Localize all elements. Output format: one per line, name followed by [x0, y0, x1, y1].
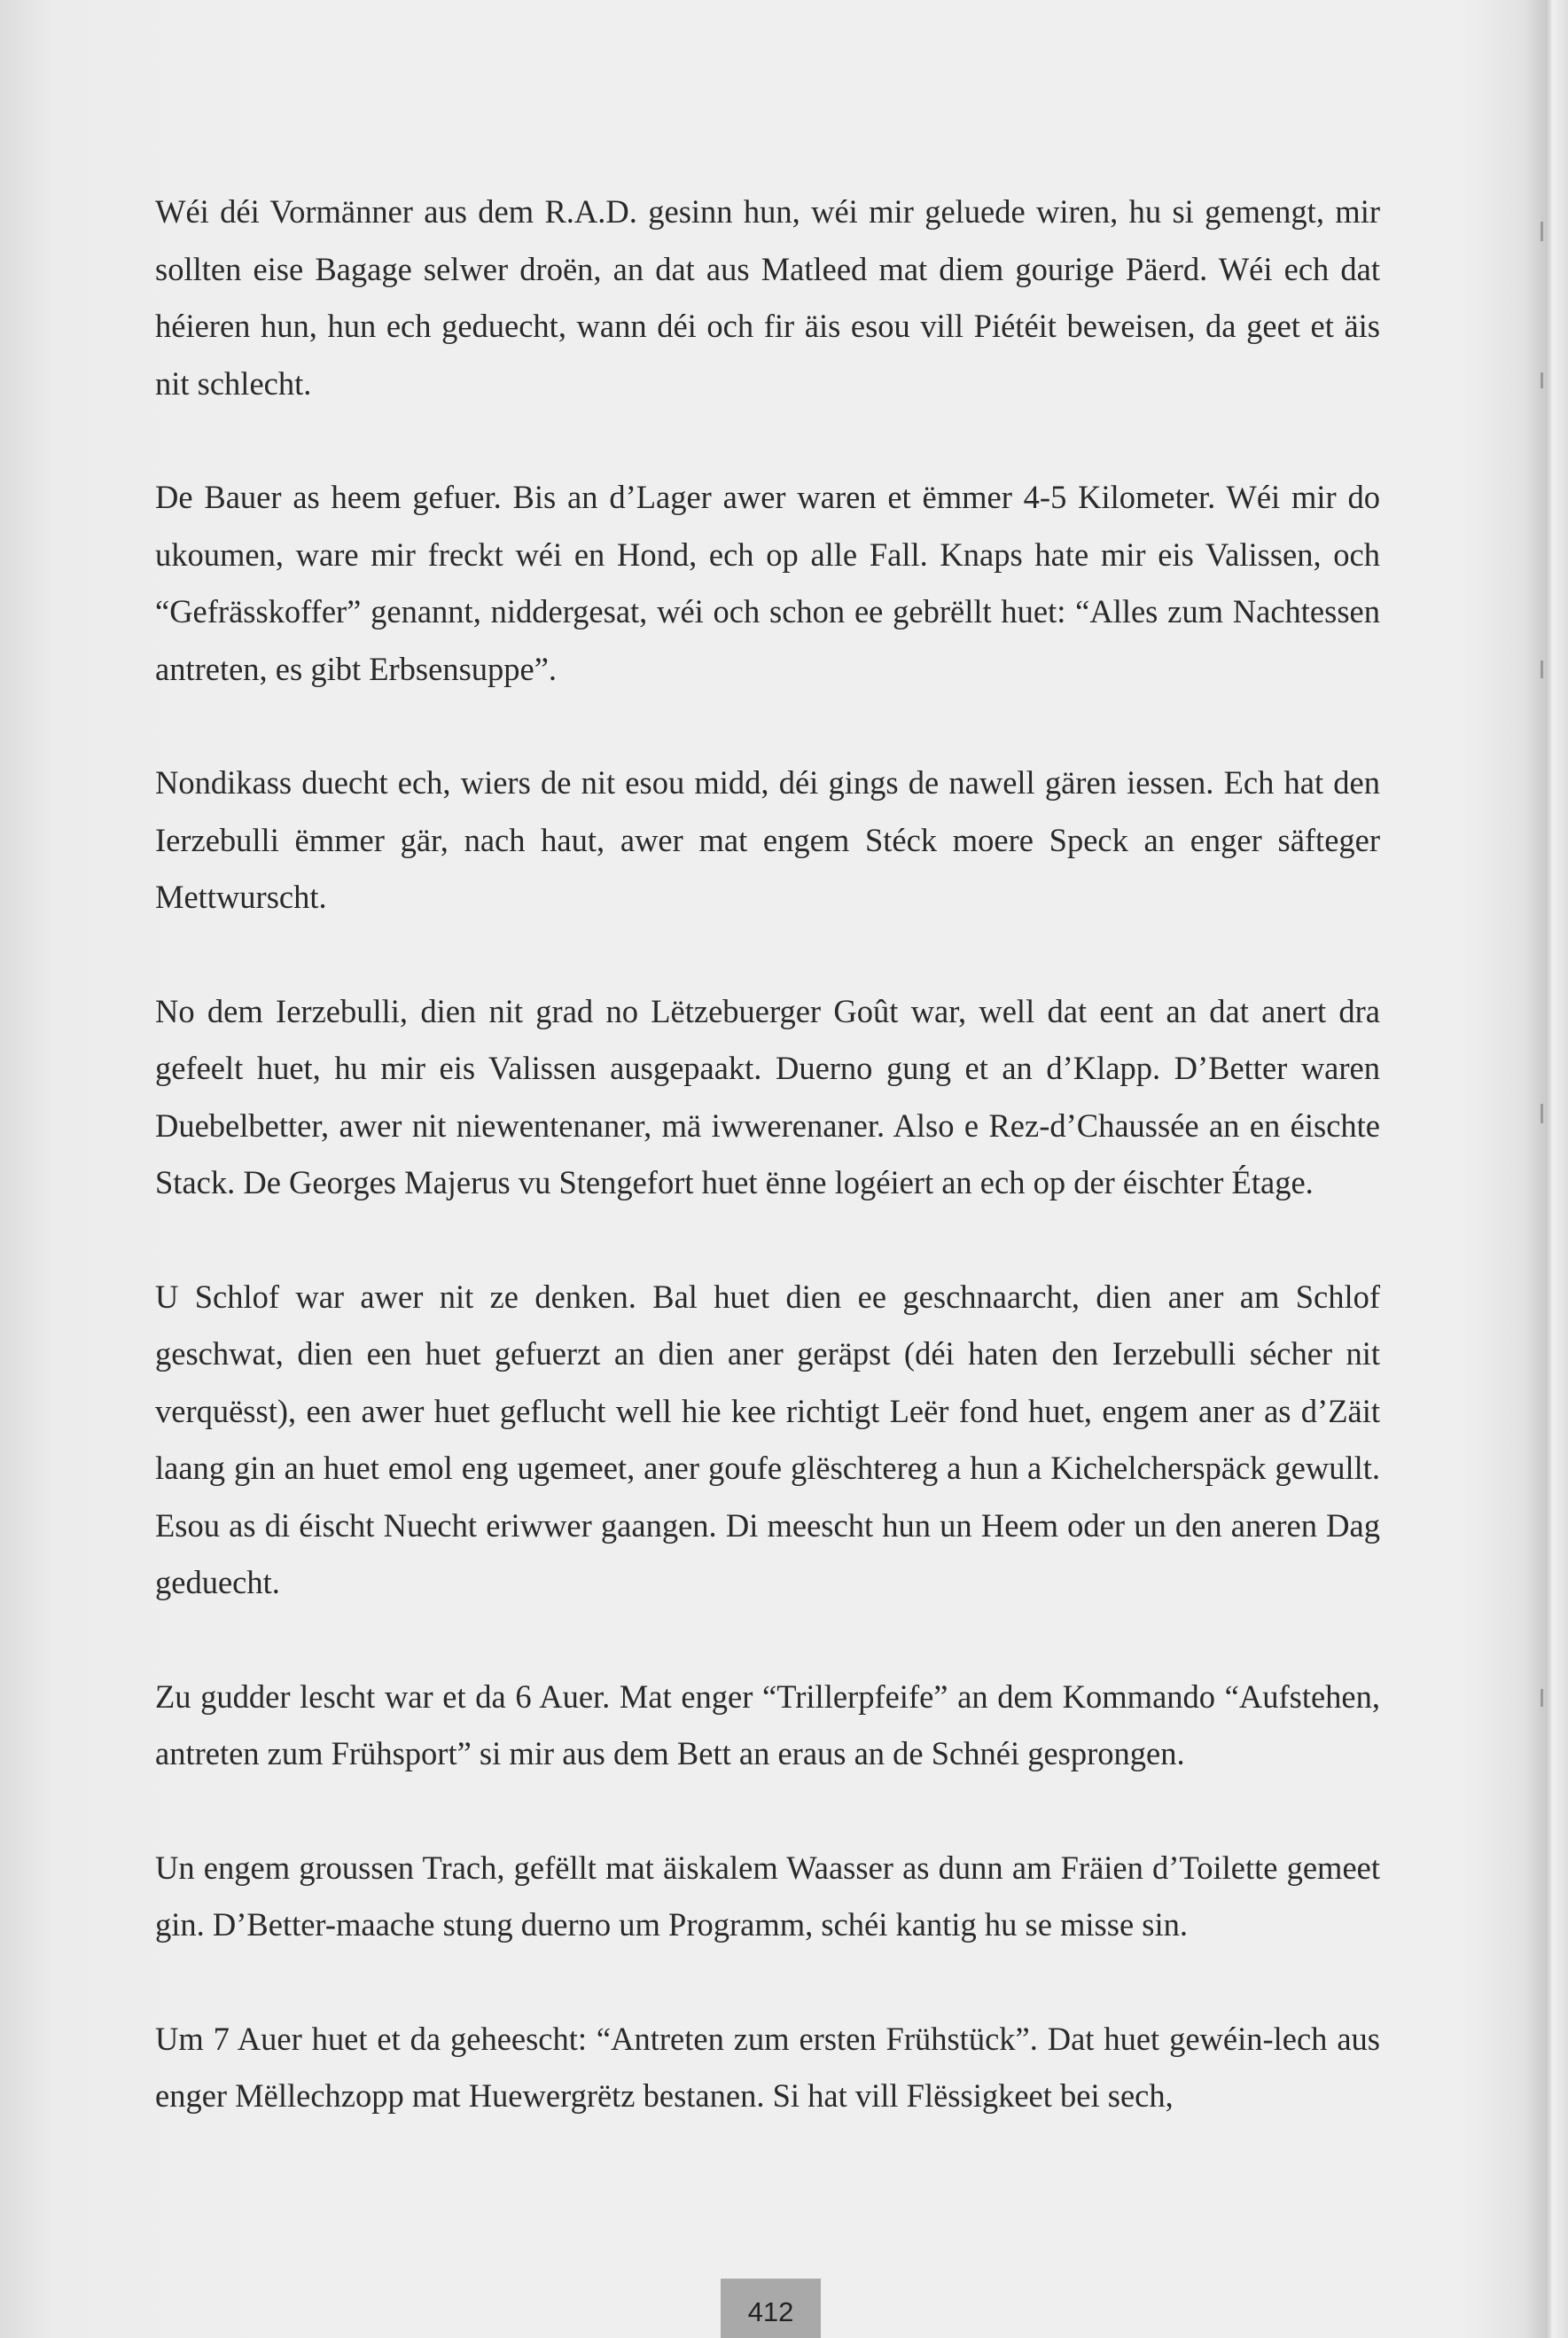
paragraph: De Bauer as heem gefuer. Bis an d’Lager awer waren et ëmmer 4-5 Kilometer. Wéi mir do ukoumen, ware mir freckt wéi en Hond, ech op alle Fall. Knaps hate mir eis Valissen, och “Gefrässkoffer” genannt, niddergesat, wéi och schon ee gebrëllt huet: “Alles zum Nachtessen antreten, es gibt Erbsensuppe”. — [155, 479, 1380, 687]
page-edge-mark — [1541, 372, 1543, 388]
paragraph: Un engem groussen Trach, gefëllt mat äiskalem Waasser as dunn am Fräien d’Toilette gemeet gin. D’Better-maache stung duerno um Programm, schéi kantig hu se misse sin. — [155, 1849, 1380, 1943]
page-number-tab — [721, 2279, 821, 2338]
page-edge-mark — [1541, 661, 1543, 678]
page-edge-mark — [1541, 1104, 1543, 1123]
page-edge-mark — [1541, 1689, 1543, 1707]
body-text — [155, 184, 1380, 2125]
page-number: 412 — [747, 2296, 794, 2327]
paragraph: Zu gudder lescht war et da 6 Auer. Mat enger “Trillerpfeife” an dem Kommando “Aufstehen, antreten zum Frühsport” si mir aus dem Bett an eraus an de Schnéi gesprongen. — [155, 1677, 1380, 1771]
paragraph: Nondikass duecht ech, wiers de nit esou midd, déi gings de nawell gären iessen. Ech hat den Ierzebulli ëmmer gär, nach haut, awer mat engem Stéck moere Speck an enger säfteger Mettwurscht. — [155, 764, 1380, 915]
paragraph: Wéi déi Vormänner aus dem R.A.D. gesinn hun, wéi mir geluede wiren, hu si gemengt, mir sollten eise Bagage selwer droën, an dat aus Matleed mat diem gourige Päerd. Wéi ech dat héieren hun, hun ech geduecht, wann déi och fir äis esou vill Piétéit beweisen, da geet et äis nit schlecht. — [155, 193, 1380, 402]
paragraph: No dem Ierzebulli, dien nit grad no Lëtzebuerger Goût war, well dat eent an dat anert dra gefeelt huet, hu mir eis Valissen ausgepaakt. Duerno gung et an d’Klapp. D’Better waren Duebelbetter, awer nit niewentenaner, mä iwwerenaner. Also e Rez-d’Chaussée an en éischte Stack. De Georges Majerus vu Stengefort huet ënne logéiert an ech op der éischter Étage. — [155, 992, 1380, 1200]
page-edge-mark — [1541, 222, 1543, 241]
paragraph: Um 7 Auer huet et da geheescht: “Antreten zum ersten Frühstück”. Dat huet gewéin-lech aus enger Mëllechzopp mat Huewergrëtz bestanen. Si hat vill Flëssigkeet bei sech, — [155, 2020, 1380, 2114]
paragraph: U Schlof war awer nit ze denken. Bal huet dien ee geschnaarcht, dien aner am Schlof geschwat, dien een huet gefuerzt an dien aner geräpst (déi haten den Ierzebulli sécher nit verquësst), een awer huet geflucht well hie kee richtigt Leër fond huet, engem aner as d’Zäit laang gin an huet emol eng ugemeet, aner goufe glëschtereg a hun a Kichelcherspäck gewullt. Esou as di éischt Nuecht eriwwer gaangen. Di meescht hun un Heem oder un den aneren Dag geduecht. — [155, 1278, 1380, 1600]
